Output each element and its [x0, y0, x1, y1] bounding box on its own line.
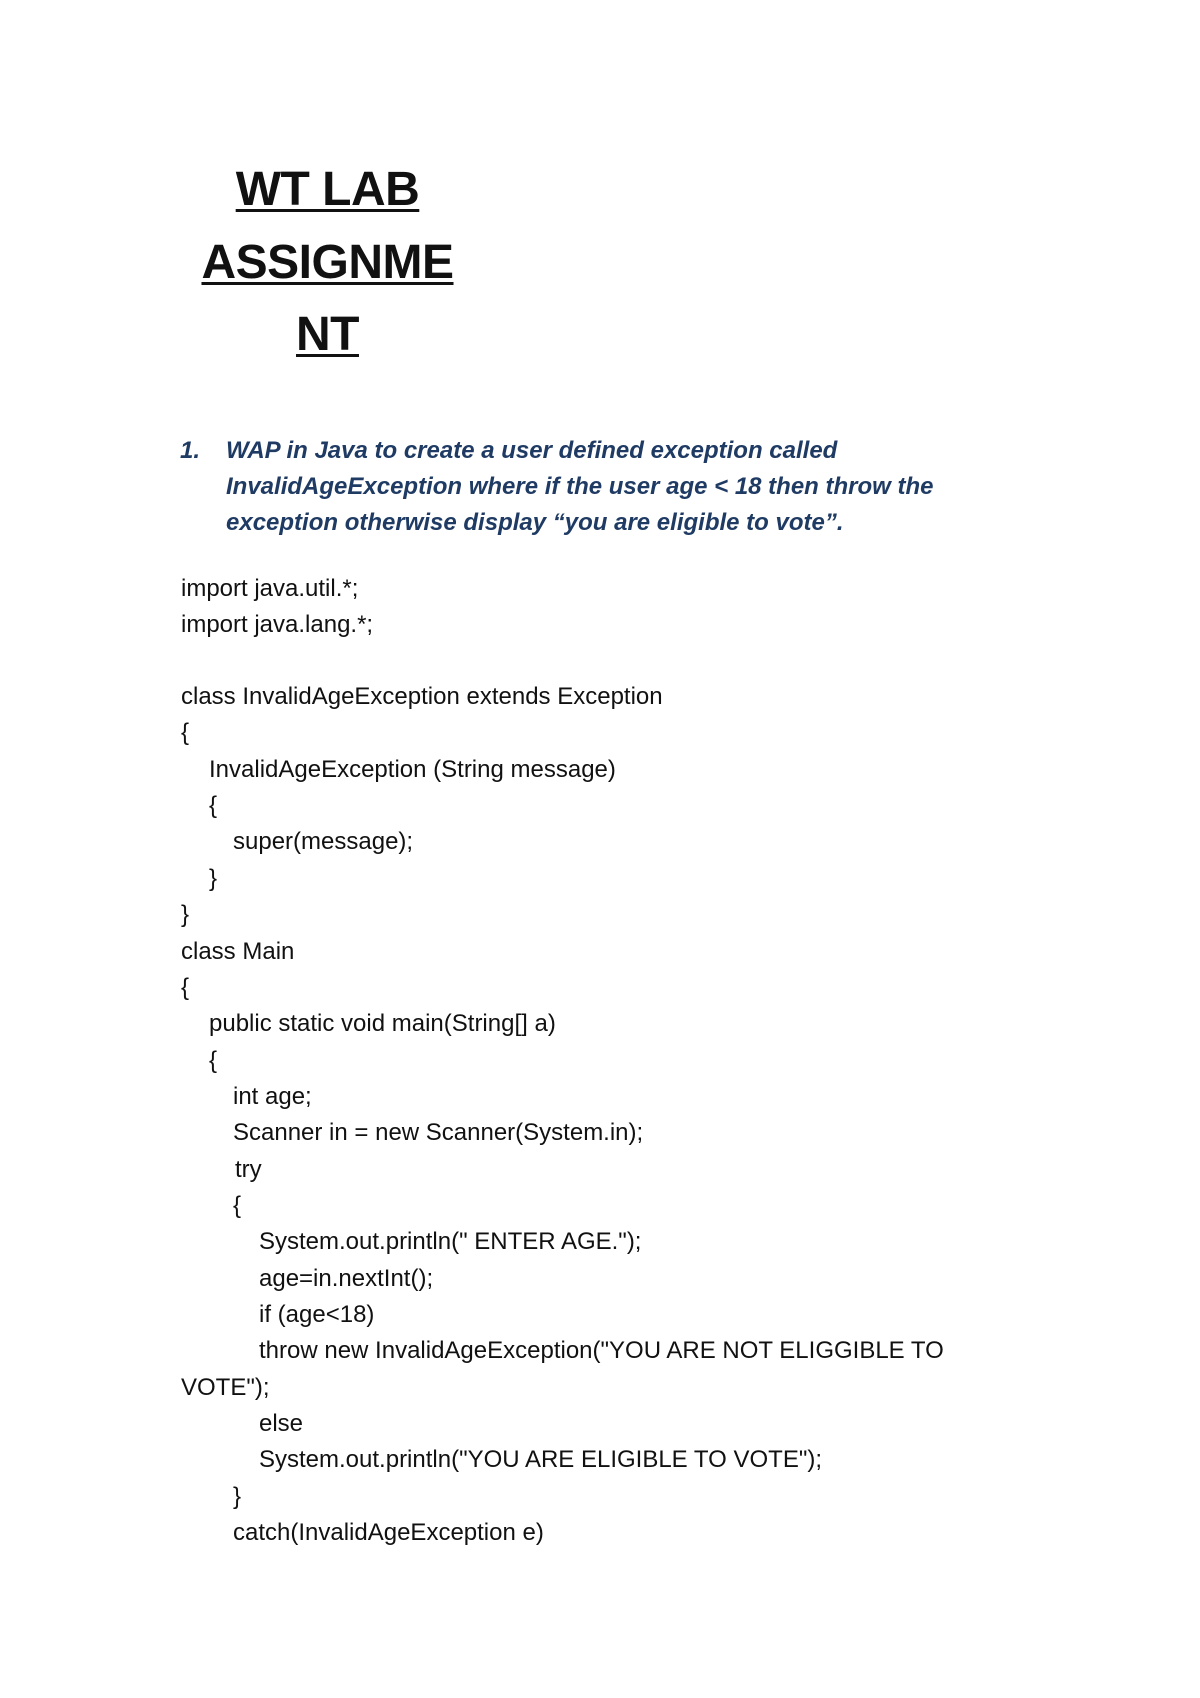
- code-line: int age;: [233, 1083, 312, 1110]
- code-line: Scanner in = new Scanner(System.in);: [233, 1119, 644, 1146]
- code-line: try: [235, 1156, 262, 1183]
- code-line: System.out.println(" ENTER AGE.");: [259, 1228, 642, 1255]
- code-line: {: [181, 719, 190, 746]
- code-line: VOTE");: [181, 1374, 270, 1401]
- code-line: class InvalidAgeException extends Exception: [181, 683, 663, 710]
- question-line-3: exception otherwise display “you are eligible to vote”.: [226, 509, 844, 536]
- code-line: {: [209, 792, 218, 819]
- code-line: if (age<18): [259, 1301, 375, 1328]
- code-line: {: [181, 974, 190, 1001]
- code-line: {: [209, 1047, 218, 1074]
- code-line: System.out.println("YOU ARE ELIGIBLE TO VOTE");: [259, 1446, 823, 1473]
- code-line: catch(InvalidAgeException e): [233, 1519, 544, 1546]
- code-line: class Main: [181, 938, 295, 965]
- code-line: InvalidAgeException (String message): [209, 756, 616, 783]
- code-line: import java.util.*;: [181, 575, 359, 602]
- title-line-2: ASSIGNME: [201, 236, 454, 289]
- code-line: import java.lang.*;: [181, 611, 374, 638]
- code-line: age=in.nextInt();: [259, 1265, 434, 1292]
- code-line: throw new InvalidAgeException("YOU ARE NOT ELIGGIBLE TO: [259, 1337, 944, 1364]
- code-line: }: [233, 1483, 242, 1510]
- code-line: super(message);: [233, 828, 414, 855]
- code-line: {: [233, 1192, 242, 1219]
- question-line-2: InvalidAgeException where if the user age < 18 then throw the: [226, 473, 934, 500]
- question-line-1: WAP in Java to create a user defined exception called: [226, 437, 838, 464]
- question-number: 1.: [180, 437, 201, 464]
- code-line: }: [209, 865, 218, 892]
- code-line: }: [181, 901, 190, 928]
- title-line-1: WT LAB: [235, 163, 420, 216]
- title-line-3: NT: [296, 308, 359, 361]
- code-line: public static void main(String[] a): [209, 1010, 556, 1037]
- code-line: else: [259, 1410, 304, 1437]
